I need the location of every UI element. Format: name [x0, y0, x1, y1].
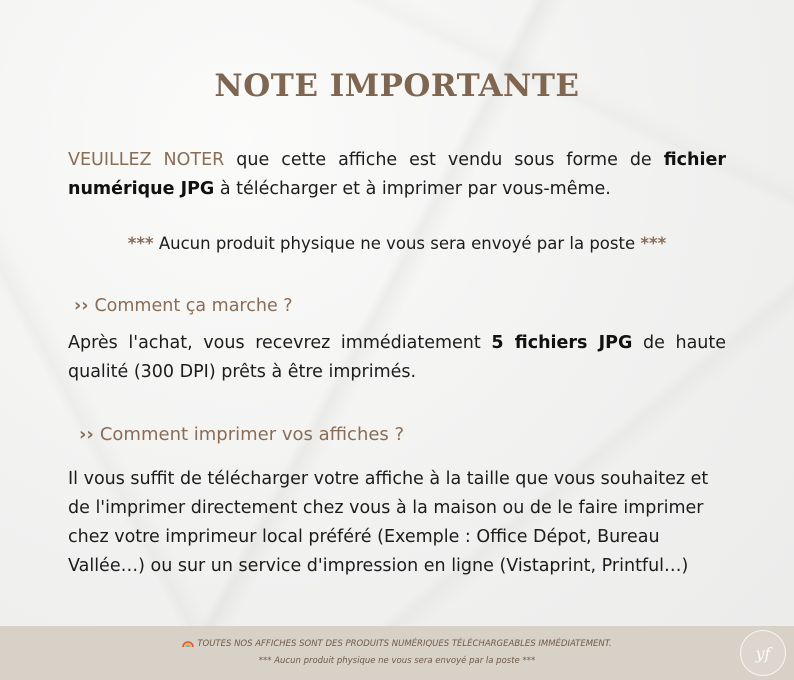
how-it-works-bold: 5 fichiers JPG [491, 333, 633, 353]
section-heading-text: Comment imprimer vos affiches ? [99, 424, 405, 445]
footer-banner [0, 626, 794, 680]
intro-text-1: que cette affiche est vendu sous forme de [224, 150, 664, 170]
notice-text: Aucun produit physique ne vous sera envoyé par la poste [153, 234, 641, 253]
footer-line-1-text: TOUTES NOS AFFICHES SONT DES PRODUITS NUMÉRIQUES TÉLÉCHARGEABLES IMMÉDIATEMENT. [197, 639, 612, 649]
notice-stars-left: *** [127, 234, 154, 253]
footer-line-1 [0, 639, 794, 649]
how-to-print-paragraph: Il vous suffit de télécharger votre affiche à la taille que vous souhaitez et de l'imprimer directement chez vous à la maison ou de le faire imprimer chez votre imprimeur local préféré (Exemple : Office Dépot, Bureau Vallée…) ou sur un service d'impression en ligne (Vistaprint, Printful…) [68, 469, 709, 576]
section-heading-how-it-works [74, 296, 293, 316]
intro-paragraph [68, 146, 726, 204]
how-it-works-text-1: Après l'achat, vous recevrez immédiatement [68, 333, 492, 353]
footer-line-2: *** Aucun produit physique ne vous sera envoyé par la poste *** [258, 656, 536, 666]
brand-logo: yf [740, 630, 786, 676]
section-heading-text: Comment ça marche ? [94, 296, 293, 316]
page-title: NOTE IMPORTANTE [214, 68, 580, 104]
notice-stars-right: *** [640, 234, 667, 253]
section-heading-how-to-print [79, 424, 404, 445]
intro-bold: fichier numérique JPG [68, 150, 726, 199]
shipping-notice [0, 234, 794, 253]
chevron-right-icon: ›› [74, 296, 89, 316]
intro-text-2: à télécharger et à imprimer par vous-même. [214, 179, 611, 199]
how-it-works-text-2: de haute qualité (300 DPI) prêts à être imprimés. [68, 333, 727, 382]
intro-lead: VEUILLEZ NOTER [68, 150, 225, 170]
chevron-right-icon: ›› [79, 424, 94, 445]
how-it-works-paragraph [68, 329, 726, 387]
rainbow-icon [182, 639, 194, 647]
